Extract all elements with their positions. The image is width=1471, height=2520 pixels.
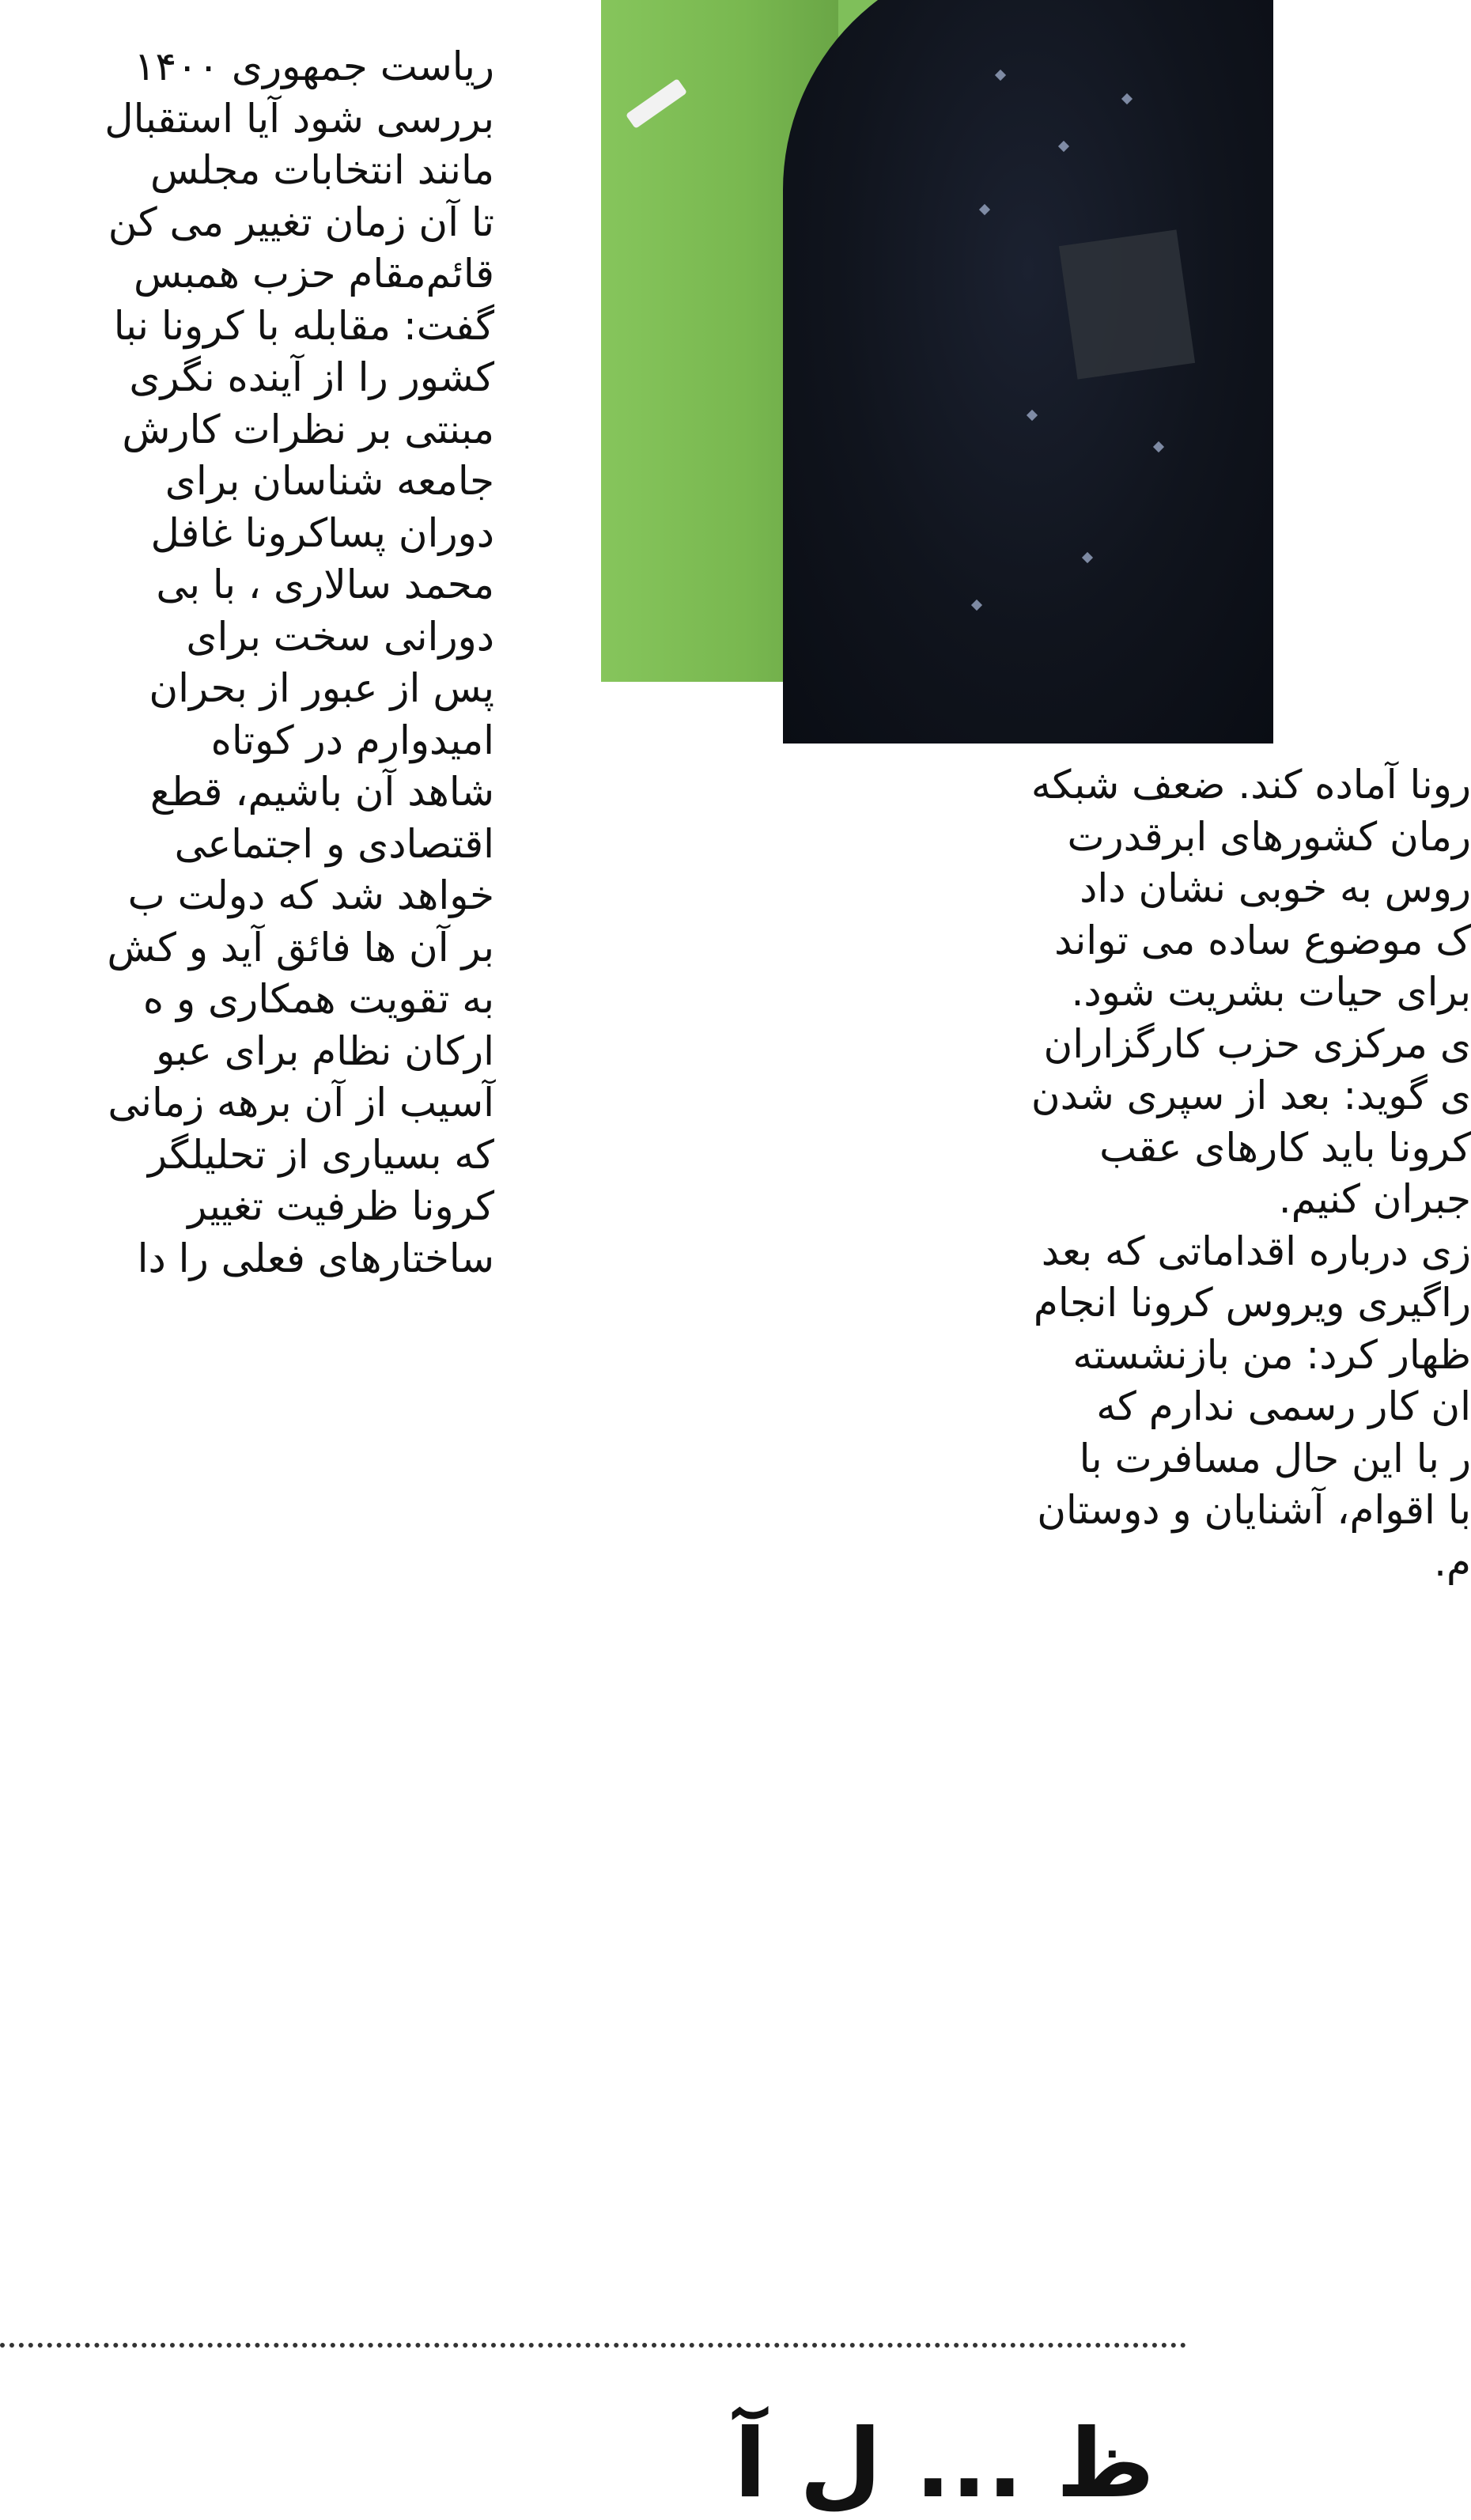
text-line: بررسی شود آیا استقبال <box>104 95 494 142</box>
text-line: م. <box>1434 1538 1471 1585</box>
left-column-text <box>0 0 494 1285</box>
text-line: ساختارهای فعلی را دا <box>137 1235 494 1281</box>
text-line: بر آن ها فائق آید و کش <box>107 924 494 971</box>
text-line: ریاست جمهوری ۱۴۰۰ <box>134 44 494 89</box>
text-line: راگیری ویروس کرونا انجام <box>1033 1280 1471 1326</box>
text-line: مانند انتخابات مجلس <box>149 147 494 193</box>
text-line: ک موضوع ساده می تواند <box>1054 917 1471 963</box>
left-article-column <box>0 0 494 2270</box>
person-photo-icon <box>783 0 1273 744</box>
text-line: کرونا باید کارهای عقب <box>1099 1124 1471 1171</box>
text-line: پس از عبور از بحران <box>149 665 494 711</box>
text-line: کرونا ظرفیت تغییر <box>187 1183 494 1229</box>
text-line: قائم‌مقام حزب همبس <box>133 251 494 297</box>
text-line: کشور را از آینده نگری <box>129 354 494 400</box>
section-divider <box>0 2343 1186 2348</box>
text-line: تا آن زمان تغییر می کن <box>108 199 494 245</box>
text-line: به تقویت همکاری و ه <box>142 976 494 1022</box>
right-column-text <box>601 759 1471 1588</box>
text-line: ی مرکزی حزب کارگزاران <box>1043 1020 1471 1067</box>
article-photo <box>601 0 1186 682</box>
right-article-column <box>601 759 1471 2262</box>
text-line: مبنتی بر نظرات کارش <box>122 406 494 452</box>
headline-text: ظ ... ل آ <box>734 2409 1155 2519</box>
text-line: دورانی سخت برای <box>186 613 494 660</box>
text-line: ظهار کرد: من بازنشسته <box>1072 1331 1471 1378</box>
text-line: رونا آماده کند. ضعف شبکه <box>1030 762 1471 808</box>
text-line: که بسیاری از تحلیلگر <box>147 1131 494 1178</box>
text-line: ارکان نظام برای عبو <box>156 1027 494 1074</box>
text-line: خواهد شد که دولت ب <box>127 872 494 918</box>
text-line: رمان کشورهای ابرقدرت <box>1067 813 1471 860</box>
text-line: جبران کنیم. <box>1278 1176 1471 1222</box>
text-line: امیدوارم در کوتاه <box>210 717 494 763</box>
text-line: برای حیات بشریت شود. <box>1071 969 1471 1015</box>
next-article-headline <box>0 2405 1186 2519</box>
text-line: شاهد آن باشیم، قطع <box>149 769 494 815</box>
text-line: زی درباره اقداماتی که بعد <box>1041 1228 1471 1274</box>
text-line: گفت: مقابله با کرونا نبا <box>113 302 494 349</box>
text-line: روس به خوبی نشان داد <box>1080 865 1471 911</box>
text-line: جامعه شناسان برای <box>164 458 494 504</box>
text-line: محمد سالاری ، با بی <box>156 562 494 607</box>
text-line: آسیب از آن برهه زمانی <box>108 1080 494 1126</box>
text-line: اقتصادی و اجتماعی <box>174 820 494 867</box>
text-line: دوران پساکرونا غافل <box>150 509 494 556</box>
photo-patch <box>1059 229 1195 379</box>
text-line: با اقوام، آشنایان و دوستان <box>1037 1487 1471 1533</box>
text-line: ی گوید: بعد از سپری شدن <box>1030 1073 1471 1118</box>
text-line: ان کار رسمی ندارم که <box>1096 1383 1471 1429</box>
text-line: ر با این حال مسافرت با <box>1079 1435 1471 1481</box>
